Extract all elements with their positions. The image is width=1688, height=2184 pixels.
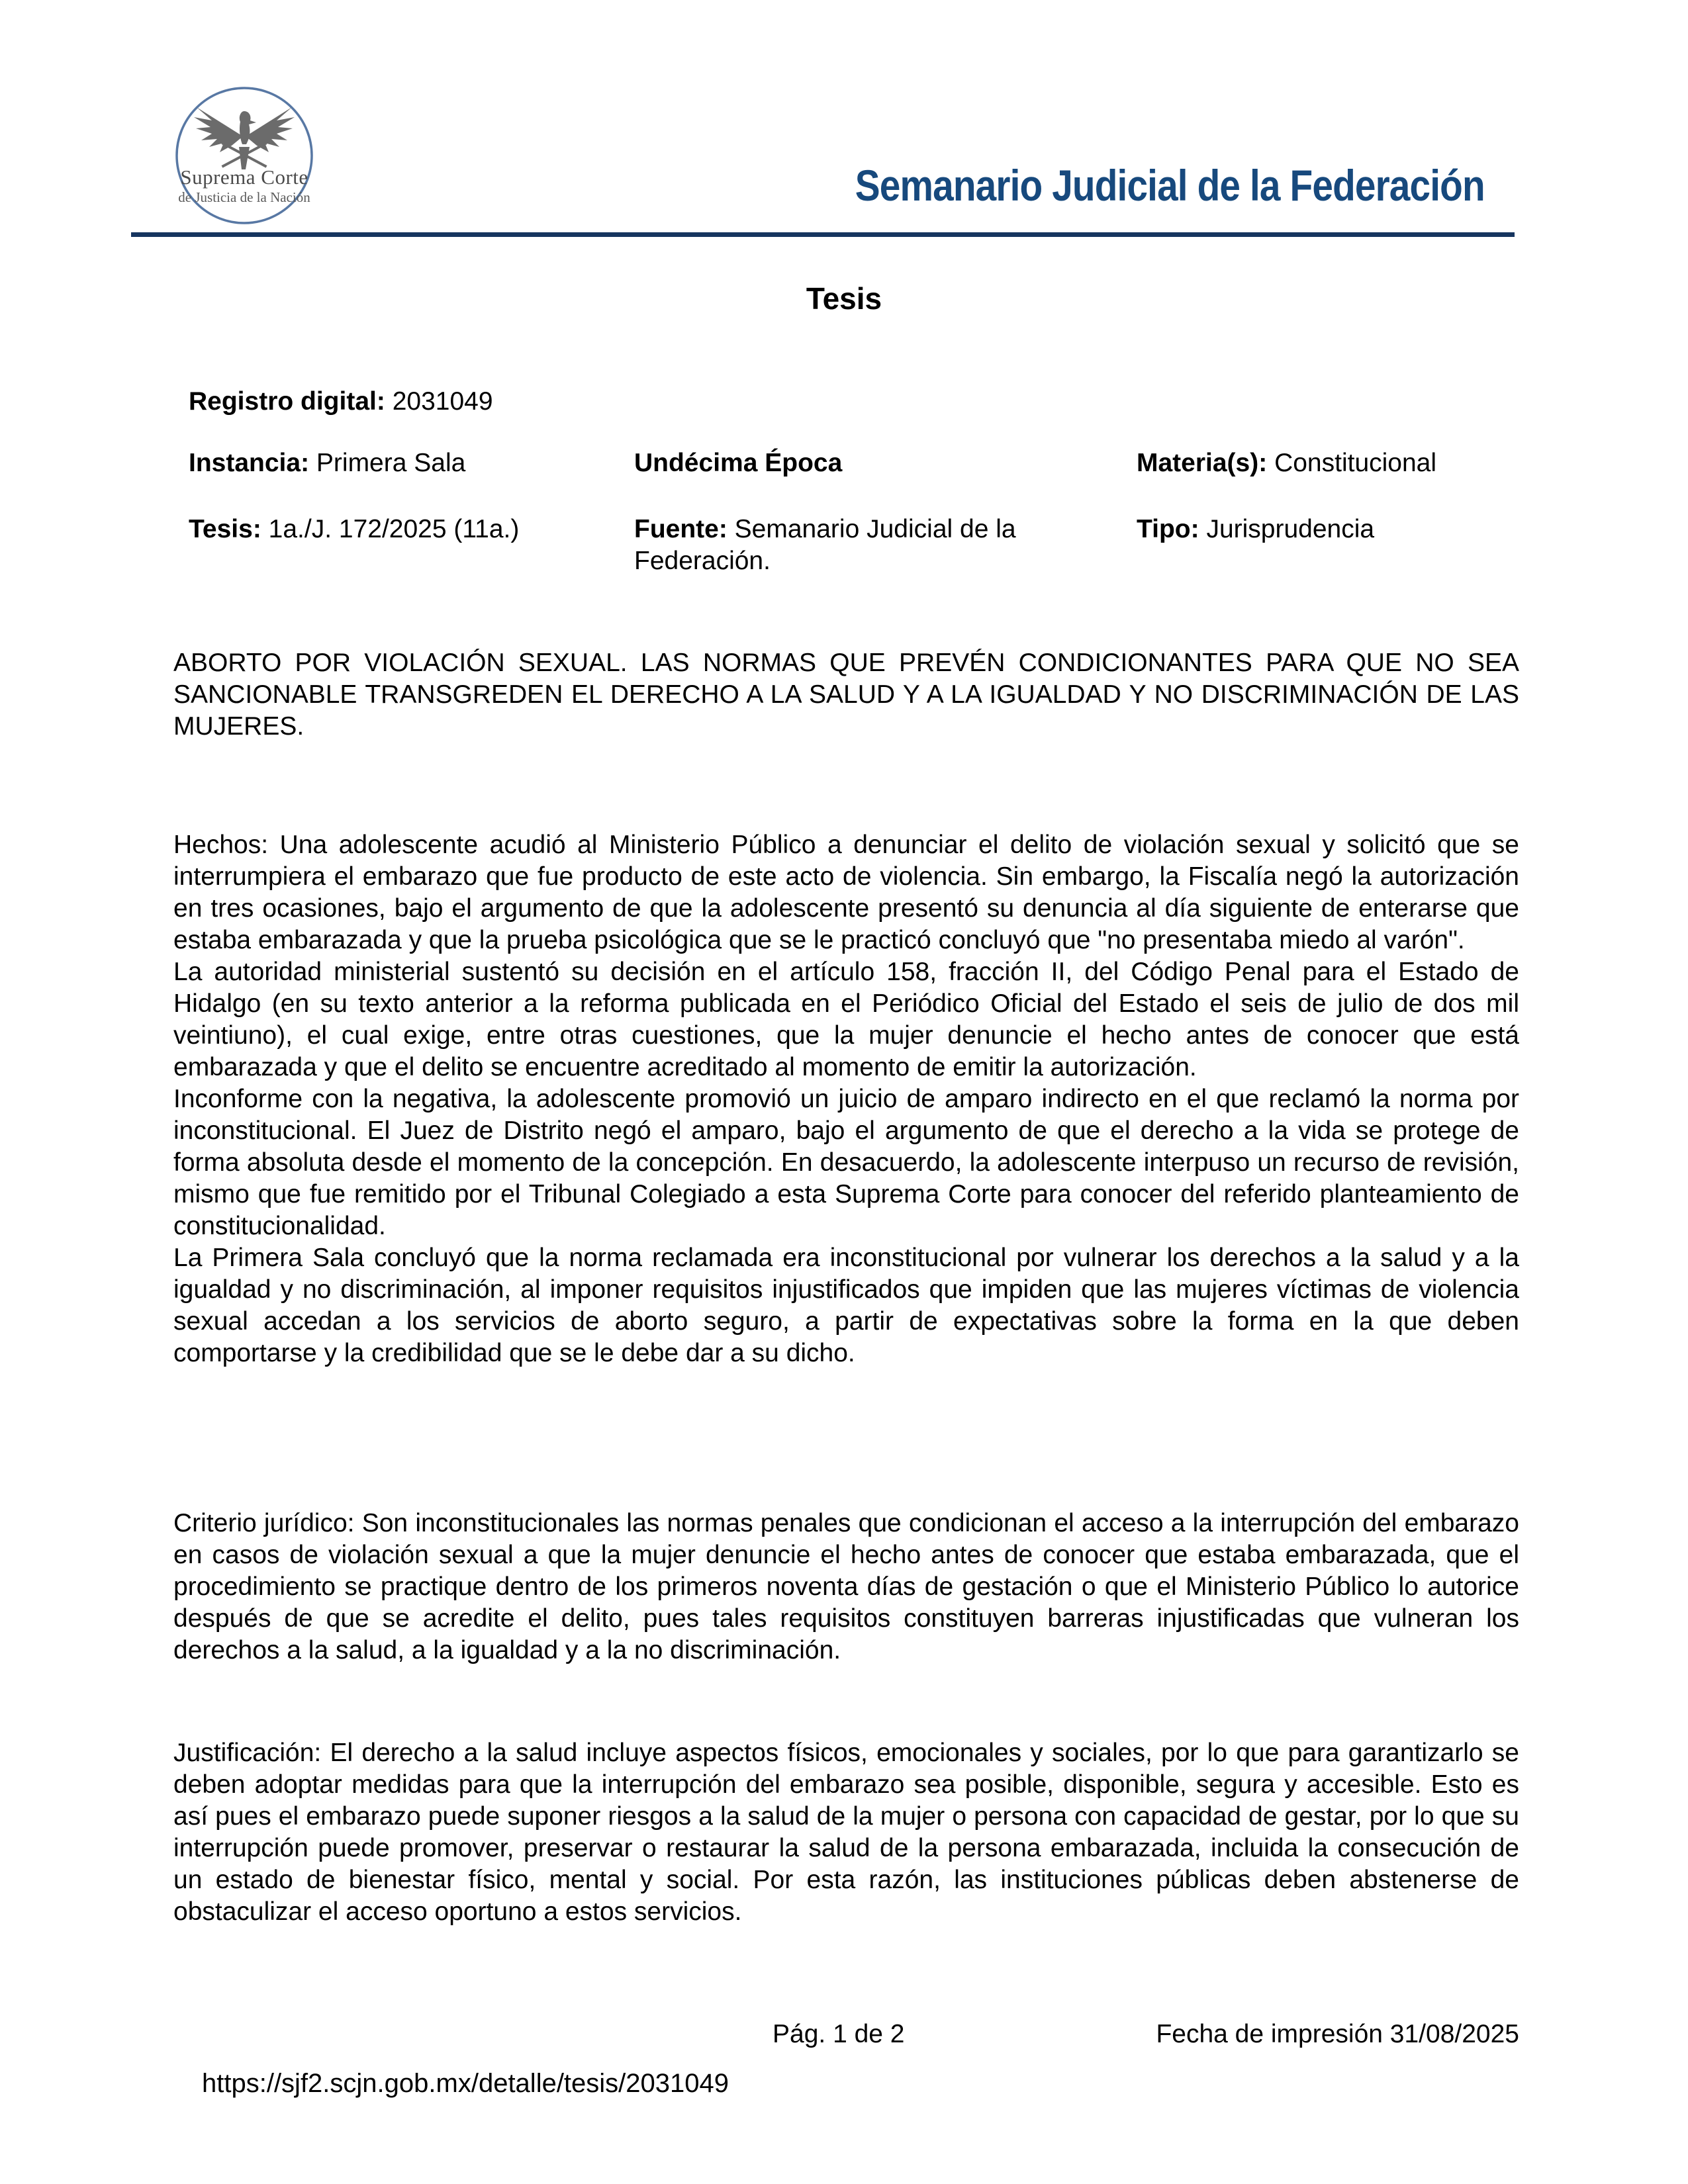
logo-text-line2: de Justicia de la Nación <box>178 189 310 205</box>
rubro-paragraph <box>173 647 1519 743</box>
footer-url: https://sjf2.scjn.gob.mx/detalle/tesis/2031049 <box>202 2069 729 2098</box>
meta-fuente-label: Fuente: <box>634 515 727 543</box>
meta-tipo-label: Tipo: <box>1137 515 1199 543</box>
hechos-block <box>173 829 1519 1369</box>
meta-tipo-value: Jurisprudencia <box>1206 515 1375 543</box>
meta-materia <box>1137 447 1534 479</box>
logo-text-line1: Suprema Corte <box>180 165 308 189</box>
criterio-paragraph <box>173 1508 1519 1666</box>
meta-tesis <box>189 514 612 545</box>
rubro-text: ABORTO POR VIOLACIÓN SEXUAL. LAS NORMAS QUE PREVÉN CONDICIONANTES PARA QUE NO SEA SANCIONABLE TRANSGREDEN EL DERECHO A LA SALUD Y A LA IGUALDAD Y NO DISCRIMINACIÓN DE LAS MUJERES. <box>173 649 1519 741</box>
footer-page-number: Pág. 1 de 2 <box>773 2020 905 2048</box>
registro-label: Registro digital: <box>189 387 385 416</box>
meta-tesis-value: 1a./J. 172/2025 (11a.) <box>268 515 520 543</box>
registro-value: 2031049 <box>392 387 493 416</box>
meta-tesis-label: Tesis: <box>189 515 261 543</box>
hechos-paragraph-4: La Primera Sala concluyó que la norma reclamada era inconstitucional por vulnerar los derechos a la salud y a la igualdad y no discriminación, al imponer requisitos injustificados que impiden que las mujeres víctimas de violencia sexual accedan a los servicios de aborto seguro, a partir de expectativas sobre la forma en la que deben comportarse y la credibilidad que se le debe dar a su dicho. <box>173 1244 1519 1367</box>
justificacion-paragraph <box>173 1737 1519 1928</box>
footer-print-date: Fecha de impresión 31/08/2025 <box>1156 2020 1519 2048</box>
meta-instancia-value: Primera Sala <box>316 449 466 477</box>
meta-epoca <box>634 447 1064 479</box>
header-rule <box>131 232 1515 237</box>
doc-heading: Tesis <box>806 281 882 316</box>
meta-instancia-label: Instancia: <box>189 449 310 477</box>
justificacion-text: Justificación: El derecho a la salud incluye aspectos físicos, emocionales y sociales, por lo que para garantizarlo se deben adoptar medidas para que la interrupción del embarazo sea posible, disponible, segura y accesible. Esto es así pues el embarazo puede suponer riesgos a la salud de la mujer o persona con capacidad de gestar, por lo que su interrupción puede promover, preservar o restaurar la salud de la persona embarazada, incluida la consecución de un estado de bienestar físico, mental y social. Por esta razón, las instituciones públicas deben abstenerse de obstaculizar el acceso oportuno a estos servicios. <box>173 1739 1519 1926</box>
meta-instancia <box>189 447 612 479</box>
hechos-paragraph-1: Hechos: Una adolescente acudió al Ministerio Público a denunciar el delito de violación sexual y solicitó que se interrumpiera el embarazo que fue producto de este acto de violencia. Sin embargo, la Fiscalía negó la autorización en tres ocasiones, bajo el argumento de que la adolescente presentó su denuncia al día siguiente de enterarse que estaba embarazada y que la prueba psicológica que se le practicó concluyó que "no presentaba miedo al varón". <box>173 831 1519 954</box>
registro-line <box>189 387 493 416</box>
hechos-paragraph-2: La autoridad ministerial sustentó su decisión en el artículo 158, fracción II, del Código Penal para el Estado de Hidalgo (en su texto anterior a la reforma publicada en el Periódico Oficial del Estado el seis de julio de dos mil veintiuno), el cual exige, entre otras cuestiones, que la mujer denuncie el hecho antes de conocer que está embarazada y que el delito se encuentre acreditado al momento de emitir la autorización. <box>173 958 1519 1081</box>
hechos-paragraph-3: Inconforme con la negativa, la adolescente promovió un juicio de amparo indirecto en el que reclamó la norma por inconstitucional. El Juez de Distrito negó el amparo, bajo el argumento de que el derecho a la vida se protege de forma absoluta desde el momento de la concepción. En desacuerdo, la adolescente interpuso un recurso de revisión, mismo que fue remitido por el Tribunal Colegiado a esta Suprema Corte para conocer del referido planteamiento de constitucionalidad. <box>173 1085 1519 1240</box>
criterio-text: Criterio jurídico: Son inconstitucionales las normas penales que condicionan el acceso a la interrupción del embarazo en casos de violación sexual a que la mujer denuncie el hecho antes de conocer que estaba embarazada, que el procedimiento se practique dentro de los primeros noventa días de gestación o que el Ministerio Público lo autorice después de que se acredite el delito, pues tales requisitos constituyen barreras injustificadas que vulneran los derechos a la salud, a la igualdad y a la no discriminación. <box>173 1509 1519 1664</box>
meta-tipo <box>1137 514 1534 545</box>
meta-fuente <box>634 514 1064 577</box>
meta-materia-label: Materia(s): <box>1137 449 1268 477</box>
meta-materia-value: Constitucional <box>1274 449 1437 477</box>
page-title: Semanario Judicial de la Federación <box>855 161 1485 210</box>
meta-fuente-value: Semanario Judicial de la Federación. <box>634 515 1016 575</box>
meta-epoca-label: Undécima Época <box>634 449 843 477</box>
